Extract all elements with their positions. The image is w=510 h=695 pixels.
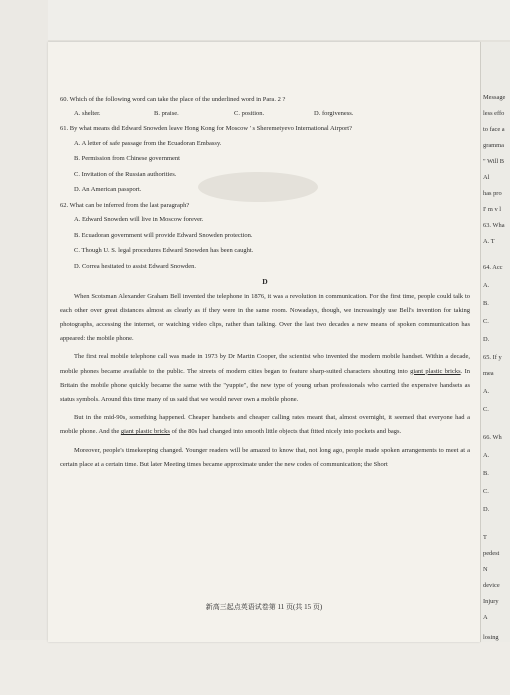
adjacent-page-text: mea bbox=[483, 370, 494, 377]
adjacent-page-text: I' m v l bbox=[483, 206, 502, 213]
scan-background-top bbox=[0, 0, 510, 40]
adjacent-page-text: device bbox=[483, 582, 500, 589]
section-label: D bbox=[262, 277, 268, 286]
page-footer: 新高三起点英语试卷第 11 页(共 15 页) bbox=[205, 603, 323, 611]
adjacent-page-text: A bbox=[483, 614, 488, 621]
adjacent-page-text: A. bbox=[483, 388, 490, 395]
answer-option: A. shelter. bbox=[74, 109, 101, 117]
adjacent-page-text: A. bbox=[483, 282, 490, 289]
adjacent-page-text: A. bbox=[483, 452, 490, 459]
answer-option: D. Correa hesitated to assist Edward Snowden. bbox=[74, 262, 197, 270]
scan-background-bottom bbox=[0, 640, 510, 695]
answer-option: B. Ecuadoran government will provide Edward Snowden protection. bbox=[74, 231, 253, 239]
answer-option: D. forgiveness. bbox=[314, 109, 354, 117]
question bbox=[60, 125, 470, 195]
answer-options bbox=[60, 216, 470, 271]
adjacent-page-text: C. bbox=[483, 318, 489, 325]
adjacent-page-text: C. bbox=[483, 406, 489, 413]
question-stem: 61. By what means did Edward Snowden leave Hong Kong for Moscow ' s Sheremetyevo International Airport? bbox=[60, 125, 352, 132]
adjacent-page-text: A. T bbox=[483, 238, 495, 245]
adjacent-page-text: Injury bbox=[483, 598, 499, 605]
adjacent-page-text: B. bbox=[483, 470, 489, 477]
question-list bbox=[60, 96, 470, 271]
adjacent-page-text: " Will B bbox=[483, 158, 505, 165]
answer-option: C. Invitation of the Russian authorities. bbox=[74, 170, 177, 178]
answer-option: D. An American passport. bbox=[74, 186, 142, 193]
reading-passage bbox=[60, 290, 470, 472]
adjacent-page-text: 66. Wh bbox=[483, 434, 502, 441]
answer-option: A. A letter of safe passage from the Ecuadoran Embassy. bbox=[74, 139, 222, 147]
adjacent-page-fragment bbox=[480, 42, 510, 642]
answer-option: C. Though U. S. legal procedures Edward Snowden has been caught. bbox=[74, 247, 254, 254]
answer-options bbox=[60, 110, 470, 119]
scan-background-left bbox=[0, 0, 48, 695]
question-stem: 60. Which of the following word can take the place of the underlined word in Para. 2 ? bbox=[60, 96, 286, 103]
passage-paragraph: When Scotsman Alexander Graham Bell invented the telephone in 1876, it was a revolution in communication. For the first time, people could talk to each other over great distances almost as clearly as if they were in the same room. Nowadays, though, we increasingly use Bell's invention for taking photographs, accessing the internet, or watching video clips, rather than talking. Over the last two decades a new means of spoken communication has appeared: the mobile phone. bbox=[60, 292, 470, 343]
adjacent-page-text: pedest bbox=[483, 550, 500, 557]
question bbox=[60, 202, 470, 272]
underlined-phrase: giant plastic bricks bbox=[120, 428, 170, 436]
adjacent-page-text: T bbox=[483, 534, 487, 541]
adjacent-page-text: D. bbox=[483, 336, 490, 343]
question bbox=[60, 96, 470, 118]
adjacent-page-text: B. bbox=[483, 300, 489, 307]
answer-option: B. Permission from Chinese government bbox=[74, 155, 180, 162]
answer-options bbox=[60, 140, 470, 195]
passage-paragraph: The first real mobile telephone call was made in 1973 by Dr Martin Cooper, the scientist who invented the modern mobile handset. Within a decade, mobile phones became available to the public. The streets of modern cities began to feature sharp-suited characters shouting into giant plastic bricks. In Britain the mobile phone quickly became the same with the "yuppie", the new type of young urban professionals who carried the expensive handsets as status symbols. Around this time many of us said that we would never own a mobile phone. bbox=[60, 353, 470, 403]
adjacent-page-text: has pro bbox=[483, 190, 502, 197]
passage-paragraph: Moreover, people's timekeeping changed. Younger readers will be amazed to know that, not long ago, people made spoken arrangements to meet at a certain place at a certain time. But later Meeting times became approximate under the new codes of communication; the Short bbox=[60, 446, 470, 468]
answer-option: C. position. bbox=[234, 109, 265, 117]
adjacent-page-text: to face a bbox=[483, 126, 505, 133]
adjacent-page-text: less effo bbox=[483, 110, 505, 117]
answer-option: B. praise. bbox=[154, 109, 179, 117]
adjacent-page-text: Al bbox=[483, 174, 490, 181]
question-column bbox=[60, 96, 470, 476]
answer-option: A. Edward Snowden will live in Moscow forever. bbox=[74, 216, 204, 223]
passage-paragraph: But in the mid-90s, something happened. Cheaper handsets and cheaper calling rates meant that, almost overnight, it seemed that everyone had a mobile phone. And the giant plastic bricks of the 80s had changed into smooth little objects that fitted nicely into pockets and bags. bbox=[60, 414, 470, 436]
adjacent-page-text: D. bbox=[483, 506, 490, 513]
adjacent-page-text: 63. Wha bbox=[483, 222, 505, 229]
adjacent-page-text: C. bbox=[483, 488, 489, 495]
question-stem: 62. What can be inferred from the last paragraph? bbox=[60, 201, 190, 209]
adjacent-page-text: 65. If y bbox=[483, 354, 502, 361]
adjacent-page-text: N bbox=[483, 566, 488, 573]
underlined-phrase: giant plastic bricks bbox=[410, 367, 461, 375]
adjacent-page-text: gramma bbox=[483, 142, 504, 149]
adjacent-page-text: Message bbox=[483, 94, 506, 101]
adjacent-page-text: 64. Acc bbox=[483, 264, 503, 271]
adjacent-page-text: losing bbox=[483, 634, 499, 641]
